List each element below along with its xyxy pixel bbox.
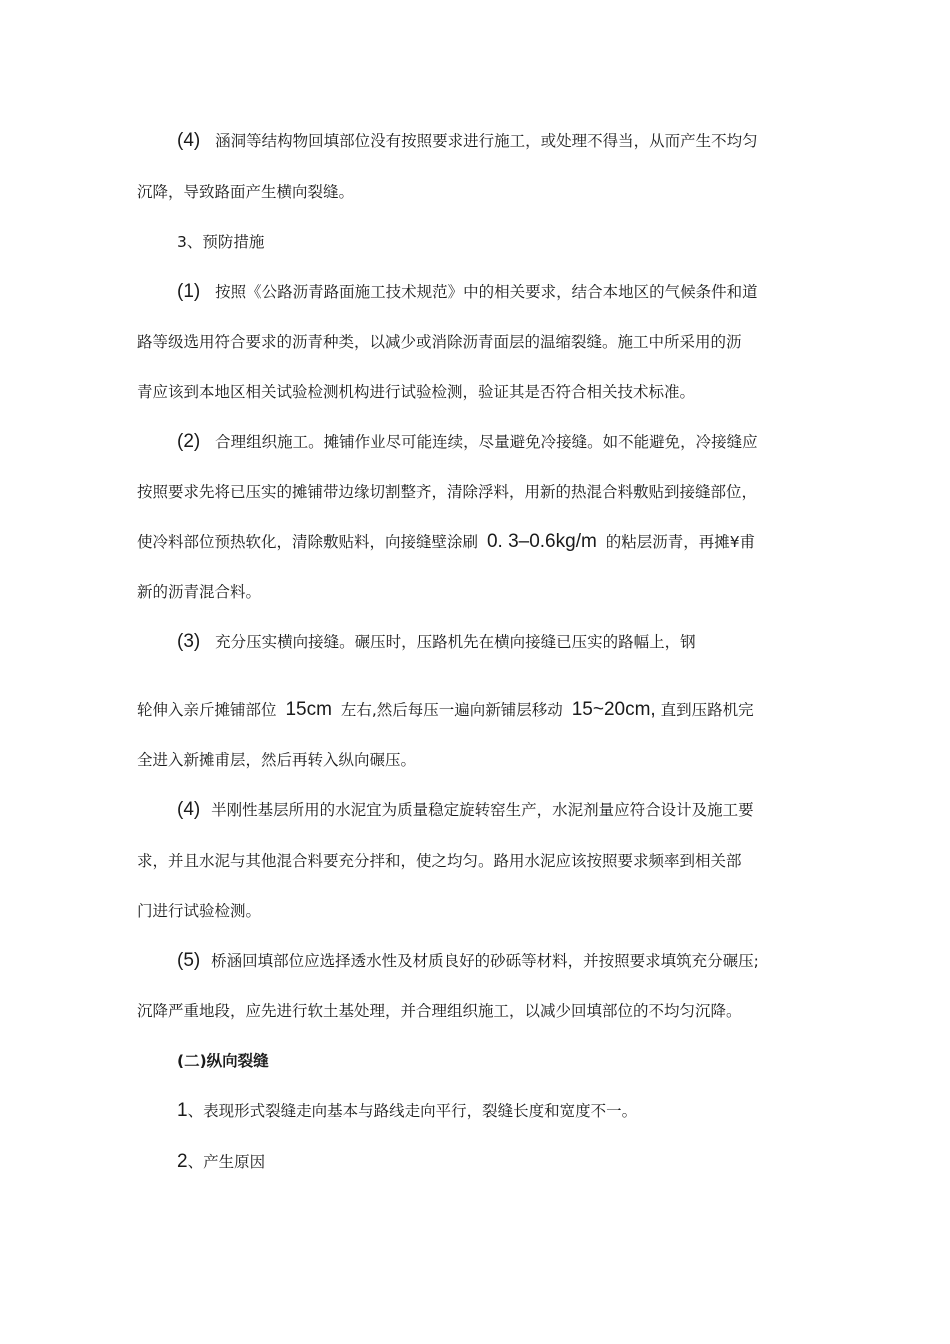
paragraph-line: [177, 1101, 637, 1121]
paragraph-text: 新的沥青混合料。: [137, 583, 262, 601]
paragraph-line: [137, 851, 742, 871]
paragraph-text: 涵洞等结构物回填部位没有按照要求进行施工，或处理不得当，从而产生不均匀: [215, 132, 758, 150]
paragraph-text: 桥涵回填部位应选择透水性及材质良好的砂砾等材料，并按照要求填筑充分碾压;: [211, 952, 759, 970]
paragraph-line: [177, 632, 696, 652]
section-heading: [177, 232, 264, 252]
paragraph-text: 沉降严重地段，应先进行软土基处理，并合理组织施工，以减少回填部位的不均匀沉降。: [137, 1002, 742, 1020]
paragraph-text: 按照《公路沥青路面施工技术规范》中的相关要求，结合本地区的气候条件和道: [215, 283, 758, 301]
paragraph-line: [137, 482, 757, 502]
list-number: (3): [177, 631, 201, 652]
heading-text: 3、预防措施: [177, 233, 265, 251]
paragraph-line: [177, 951, 759, 971]
paragraph-line: [137, 700, 754, 720]
quantity-text: 15cm: [285, 699, 332, 720]
paragraph-line: [137, 1001, 742, 1021]
paragraph-text: 直到压路机完: [660, 701, 754, 719]
paragraph-text: 路等级选用符合要求的沥青种类，以减少或消除沥青面层的温缩裂缝。施工中所采用的沥: [137, 333, 742, 351]
paragraph-line: [177, 800, 754, 820]
list-number: 1: [177, 1100, 188, 1121]
paragraph-text: 门进行试验检测。: [137, 902, 262, 920]
list-number: (1): [177, 281, 201, 302]
paragraph-text: 青应该到本地区相关试验检测机构进行试验检测，验证其是否符合相关技术标准。: [137, 383, 696, 401]
paragraph-line: [137, 382, 695, 402]
paragraph-text: 沉降，导致路面产生横向裂缝。: [137, 183, 355, 201]
paragraph-line: [137, 332, 742, 352]
heading-text: (二)纵向裂缝: [177, 1052, 269, 1070]
paragraph-text: 、产生原因: [187, 1153, 266, 1171]
paragraph-text: 按照要求先将已压实的摊铺带边缘切割整齐，清除浮料，用新的热混合料敷贴到接缝部位，: [137, 483, 758, 501]
paragraph-text: 求，并且水泥与其他混合料要充分拌和，使之均匀。路用水泥应该按照要求频率到相关部: [137, 852, 742, 870]
list-number: (5): [177, 950, 201, 971]
paragraph-text: 、表现形式裂缝走向基本与路线走向平行，裂缝长度和宽度不一。: [187, 1102, 638, 1120]
paragraph-line: [177, 131, 758, 151]
paragraph-line: [137, 582, 261, 602]
paragraph-text: 左右,然后每压一遍向新铺层移动: [340, 701, 563, 719]
paragraph-line: [177, 1152, 265, 1172]
list-number: (2): [177, 431, 201, 452]
paragraph-line: [137, 901, 261, 921]
quantity-text: 15~20cm,: [571, 699, 656, 720]
paragraph-text: 合理组织施工。摊铺作业尽可能连续，尽量避免冷接缝。如不能避免，冷接缝应: [215, 433, 758, 451]
quantity-text: 0. 3–0.6kg/m: [486, 531, 597, 552]
paragraph-text: 轮伸入亲斤摊铺部位: [137, 701, 277, 719]
paragraph-text: 全进入新摊甫层，然后再转入纵向碾压。: [137, 751, 417, 769]
section-heading: [177, 1051, 269, 1071]
list-number: (4): [177, 130, 201, 151]
paragraph-line: [177, 432, 758, 452]
paragraph-line: [137, 750, 416, 770]
paragraph-line: [177, 282, 758, 302]
paragraph-text: 半刚性基层所用的水泥宜为质量稳定旋转窑生产，水泥剂量应符合设计及施工要: [211, 801, 754, 819]
list-number: 2: [177, 1151, 188, 1172]
list-number: (4): [177, 799, 201, 820]
paragraph-text: 的粘层沥青，再摊¥甫: [605, 533, 756, 551]
paragraph-text: 充分压实横向接缝。碾压时，压路机先在横向接缝已压实的路幅上，钢: [215, 633, 696, 651]
paragraph-text: 使冷料部位预热软化，清除敷贴料，向接缝壁涂刷: [137, 533, 479, 551]
paragraph-line: [137, 532, 755, 552]
paragraph-line: [137, 182, 354, 202]
